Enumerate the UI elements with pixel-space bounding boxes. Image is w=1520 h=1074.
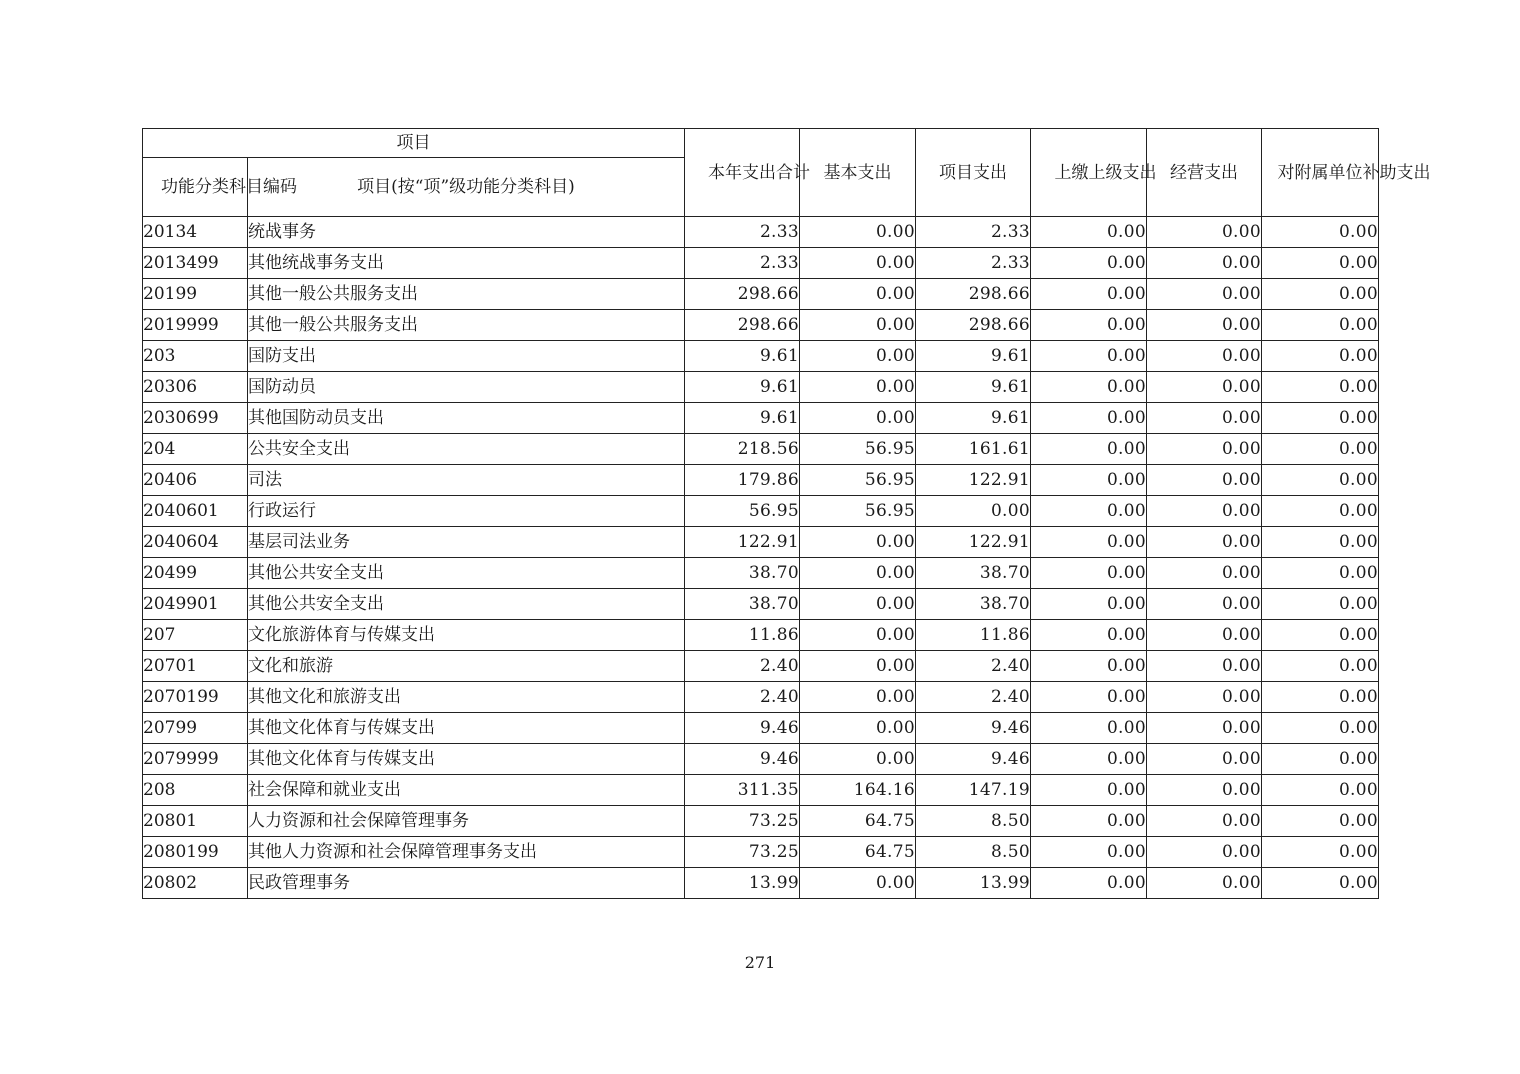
table-row [143,589,1379,620]
table-row [143,682,1379,713]
cell-upper: 0.00 [1031,682,1147,713]
cell-business: 0.00 [1147,713,1262,744]
cell-basic: 0.00 [800,682,916,713]
cell-business: 0.00 [1147,248,1262,279]
cell-business: 0.00 [1147,558,1262,589]
cell-upper: 0.00 [1031,527,1147,558]
table-row [143,744,1379,775]
cell-project: 8.50 [916,837,1031,868]
cell-basic: 56.95 [800,496,916,527]
cell-subsidiary: 0.00 [1262,527,1379,558]
cell-code: 207 [143,620,248,651]
cell-subsidiary: 0.00 [1262,713,1379,744]
header-subsidiary: 对附属单位补助支出 [1262,129,1379,217]
cell-total: 311.35 [685,775,800,806]
cell-subsidiary: 0.00 [1262,868,1379,899]
table-row [143,279,1379,310]
cell-total: 122.91 [685,527,800,558]
cell-project: 122.91 [916,465,1031,496]
cell-business: 0.00 [1147,775,1262,806]
cell-name: 社会保障和就业支出 [248,775,685,806]
header-basic: 基本支出 [800,129,916,217]
cell-business: 0.00 [1147,434,1262,465]
cell-total: 73.25 [685,806,800,837]
table-row [143,837,1379,868]
cell-basic: 0.00 [800,651,916,682]
cell-basic: 0.00 [800,527,916,558]
cell-upper: 0.00 [1031,217,1147,248]
cell-project: 2.40 [916,682,1031,713]
cell-name: 其他人力资源和社会保障管理事务支出 [248,837,685,868]
table-row [143,806,1379,837]
page-number: 271 [744,953,776,972]
cell-name: 司法 [248,465,685,496]
cell-upper: 0.00 [1031,248,1147,279]
header-item-name: 项目(按“项”级功能分类科目) [248,158,685,217]
cell-project: 38.70 [916,558,1031,589]
cell-upper: 0.00 [1031,465,1147,496]
header-project: 项目 [143,129,685,158]
header-code: 功能分类科目编码 [143,158,248,217]
cell-subsidiary: 0.00 [1262,279,1379,310]
cell-business: 0.00 [1147,744,1262,775]
cell-total: 298.66 [685,310,800,341]
cell-basic: 56.95 [800,434,916,465]
cell-total: 218.56 [685,434,800,465]
cell-subsidiary: 0.00 [1262,775,1379,806]
cell-name: 文化和旅游 [248,651,685,682]
cell-total: 2.40 [685,682,800,713]
cell-code: 208 [143,775,248,806]
table-row [143,527,1379,558]
table-row [143,434,1379,465]
cell-code: 20802 [143,868,248,899]
cell-name: 国防支出 [248,341,685,372]
cell-subsidiary: 0.00 [1262,682,1379,713]
cell-name: 统战事务 [248,217,685,248]
cell-upper: 0.00 [1031,868,1147,899]
cell-business: 0.00 [1147,806,1262,837]
cell-project: 9.46 [916,713,1031,744]
table-row [143,341,1379,372]
cell-subsidiary: 0.00 [1262,217,1379,248]
cell-total: 298.66 [685,279,800,310]
cell-code: 20406 [143,465,248,496]
cell-code: 2030699 [143,403,248,434]
cell-subsidiary: 0.00 [1262,558,1379,589]
cell-project: 9.61 [916,372,1031,403]
cell-name: 文化旅游体育与传媒支出 [248,620,685,651]
cell-basic: 0.00 [800,279,916,310]
cell-name: 公共安全支出 [248,434,685,465]
cell-code: 20199 [143,279,248,310]
table-row [143,651,1379,682]
table-row [143,868,1379,899]
cell-total: 11.86 [685,620,800,651]
cell-project: 9.61 [916,403,1031,434]
cell-total: 38.70 [685,589,800,620]
cell-upper: 0.00 [1031,775,1147,806]
cell-code: 2070199 [143,682,248,713]
cell-total: 9.46 [685,744,800,775]
cell-name: 其他公共安全支出 [248,589,685,620]
cell-upper: 0.00 [1031,403,1147,434]
cell-business: 0.00 [1147,403,1262,434]
cell-project: 11.86 [916,620,1031,651]
table-row [143,775,1379,806]
cell-total: 56.95 [685,496,800,527]
cell-name: 其他一般公共服务支出 [248,279,685,310]
cell-total: 9.61 [685,341,800,372]
cell-total: 9.46 [685,713,800,744]
cell-basic: 0.00 [800,713,916,744]
cell-subsidiary: 0.00 [1262,496,1379,527]
cell-basic: 64.75 [800,837,916,868]
cell-basic: 0.00 [800,620,916,651]
cell-upper: 0.00 [1031,620,1147,651]
cell-upper: 0.00 [1031,279,1147,310]
cell-business: 0.00 [1147,837,1262,868]
cell-total: 2.33 [685,248,800,279]
cell-project: 161.61 [916,434,1031,465]
cell-code: 2013499 [143,248,248,279]
cell-code: 20134 [143,217,248,248]
header-total: 本年支出合计 [685,129,800,217]
header-business: 经营支出 [1147,129,1262,217]
table-row [143,310,1379,341]
cell-project: 38.70 [916,589,1031,620]
cell-code: 20306 [143,372,248,403]
cell-basic: 0.00 [800,341,916,372]
cell-name: 其他文化体育与传媒支出 [248,744,685,775]
cell-project: 2.33 [916,217,1031,248]
cell-subsidiary: 0.00 [1262,465,1379,496]
cell-subsidiary: 0.00 [1262,403,1379,434]
cell-project: 147.19 [916,775,1031,806]
header-project-expenditure: 项目支出 [916,129,1031,217]
cell-project: 0.00 [916,496,1031,527]
cell-upper: 0.00 [1031,372,1147,403]
cell-business: 0.00 [1147,279,1262,310]
table-row [143,558,1379,589]
cell-project: 8.50 [916,806,1031,837]
cell-upper: 0.00 [1031,310,1147,341]
cell-basic: 0.00 [800,589,916,620]
cell-upper: 0.00 [1031,713,1147,744]
cell-basic: 0.00 [800,744,916,775]
cell-subsidiary: 0.00 [1262,434,1379,465]
cell-basic: 0.00 [800,403,916,434]
table-row [143,217,1379,248]
table-body [143,217,1379,899]
cell-business: 0.00 [1147,496,1262,527]
cell-code: 20499 [143,558,248,589]
expenditure-table [142,128,1431,899]
cell-code: 203 [143,341,248,372]
cell-code: 20801 [143,806,248,837]
cell-upper: 0.00 [1031,558,1147,589]
cell-code: 204 [143,434,248,465]
cell-subsidiary: 0.00 [1262,744,1379,775]
cell-upper: 0.00 [1031,589,1147,620]
cell-subsidiary: 0.00 [1262,372,1379,403]
cell-business: 0.00 [1147,620,1262,651]
cell-project: 298.66 [916,279,1031,310]
cell-business: 0.00 [1147,217,1262,248]
cell-business: 0.00 [1147,868,1262,899]
cell-total: 2.33 [685,217,800,248]
cell-code: 2040604 [143,527,248,558]
cell-project: 9.46 [916,744,1031,775]
table-row [143,403,1379,434]
cell-project: 122.91 [916,527,1031,558]
cell-business: 0.00 [1147,465,1262,496]
cell-subsidiary: 0.00 [1262,620,1379,651]
cell-subsidiary: 0.00 [1262,248,1379,279]
table-row [143,620,1379,651]
cell-total: 9.61 [685,372,800,403]
cell-project: 9.61 [916,341,1031,372]
cell-upper: 0.00 [1031,806,1147,837]
cell-business: 0.00 [1147,589,1262,620]
cell-total: 73.25 [685,837,800,868]
table-row [143,248,1379,279]
cell-upper: 0.00 [1031,651,1147,682]
cell-subsidiary: 0.00 [1262,837,1379,868]
cell-upper: 0.00 [1031,837,1147,868]
cell-code: 2080199 [143,837,248,868]
cell-subsidiary: 0.00 [1262,589,1379,620]
cell-project: 298.66 [916,310,1031,341]
cell-project: 2.33 [916,248,1031,279]
cell-total: 179.86 [685,465,800,496]
cell-upper: 0.00 [1031,496,1147,527]
cell-business: 0.00 [1147,682,1262,713]
cell-code: 2049901 [143,589,248,620]
cell-total: 38.70 [685,558,800,589]
table-row [143,465,1379,496]
table-row [143,496,1379,527]
cell-total: 2.40 [685,651,800,682]
cell-upper: 0.00 [1031,341,1147,372]
cell-project: 13.99 [916,868,1031,899]
cell-total: 9.61 [685,403,800,434]
cell-name: 人力资源和社会保障管理事务 [248,806,685,837]
cell-subsidiary: 0.00 [1262,341,1379,372]
header-upper: 上缴上级支出 [1031,129,1147,217]
cell-code: 2019999 [143,310,248,341]
cell-basic: 0.00 [800,310,916,341]
cell-total: 13.99 [685,868,800,899]
cell-subsidiary: 0.00 [1262,651,1379,682]
cell-code: 2079999 [143,744,248,775]
cell-name: 其他国防动员支出 [248,403,685,434]
cell-name: 行政运行 [248,496,685,527]
cell-basic: 0.00 [800,372,916,403]
cell-basic: 56.95 [800,465,916,496]
table-row [143,372,1379,403]
cell-name: 其他统战事务支出 [248,248,685,279]
cell-business: 0.00 [1147,341,1262,372]
cell-basic: 164.16 [800,775,916,806]
cell-basic: 0.00 [800,868,916,899]
cell-subsidiary: 0.00 [1262,806,1379,837]
cell-business: 0.00 [1147,527,1262,558]
cell-subsidiary: 0.00 [1262,310,1379,341]
cell-basic: 0.00 [800,217,916,248]
cell-name: 基层司法业务 [248,527,685,558]
cell-project: 2.40 [916,651,1031,682]
table-row [143,713,1379,744]
cell-code: 2040601 [143,496,248,527]
cell-basic: 0.00 [800,558,916,589]
cell-name: 其他文化和旅游支出 [248,682,685,713]
cell-business: 0.00 [1147,651,1262,682]
cell-basic: 64.75 [800,806,916,837]
cell-upper: 0.00 [1031,744,1147,775]
cell-name: 其他文化体育与传媒支出 [248,713,685,744]
cell-name: 国防动员 [248,372,685,403]
cell-name: 其他一般公共服务支出 [248,310,685,341]
cell-upper: 0.00 [1031,434,1147,465]
cell-code: 20799 [143,713,248,744]
cell-code: 20701 [143,651,248,682]
cell-business: 0.00 [1147,310,1262,341]
cell-basic: 0.00 [800,248,916,279]
cell-name: 民政管理事务 [248,868,685,899]
table-header [143,129,1431,217]
cell-name: 其他公共安全支出 [248,558,685,589]
cell-business: 0.00 [1147,372,1262,403]
